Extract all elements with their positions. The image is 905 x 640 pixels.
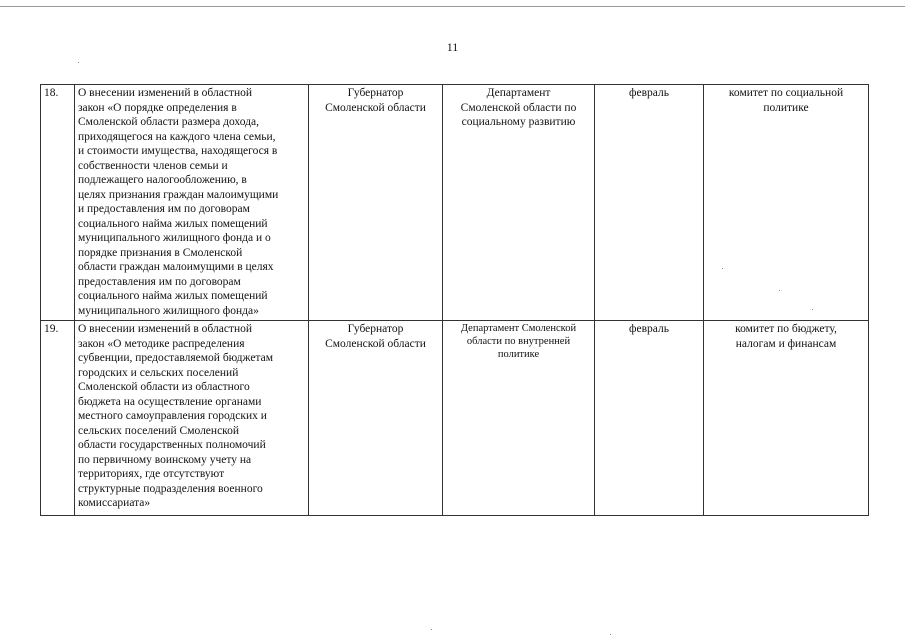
scan-speck xyxy=(610,634,611,635)
row-number: 19. xyxy=(41,321,75,516)
scan-speck xyxy=(78,62,79,63)
term-cell: февраль xyxy=(595,321,704,516)
table-row xyxy=(41,85,869,321)
row-number: 18. xyxy=(41,85,75,321)
bill-title: О внесении изменений в областной закон «О методике распределения субвенции, предоставляемой бюджетам городских и сельских поселений Смоленской области из областного бюджета на осуществление органами местного самоуправления городских и сельских поселений Смоленской области государственных полномочий по первичному воинскому учету на территориях, где отсутствуют структурные подразделения военного комиссариата» xyxy=(75,321,309,516)
table-row xyxy=(41,321,869,516)
scan-speck xyxy=(812,309,813,310)
committee-cell: комитет по социальной политике xyxy=(704,85,869,321)
scan-speck xyxy=(431,629,432,630)
initiator-cell: Губернатор Смоленской области xyxy=(309,85,443,321)
scan-top-rule xyxy=(0,6,905,7)
scan-speck xyxy=(779,290,780,291)
legislative-plan-table xyxy=(40,84,869,516)
committee-cell: комитет по бюджету, налогам и финансам xyxy=(704,321,869,516)
term-cell: февраль xyxy=(595,85,704,321)
developer-cell: Департамент Смоленской области по социальному развитию xyxy=(443,85,595,321)
developer-cell: Департамент Смоленской области по внутренней политике xyxy=(443,321,595,516)
scan-speck xyxy=(722,268,723,269)
page-number: 11 xyxy=(446,40,459,54)
bill-title: О внесении изменений в областной закон «О порядке определения в Смоленской области размера дохода, приходящегося на каждого члена семьи, и стоимости имущества, находящегося в собственности членов семьи и подлежащего налогообложению, в целях признания граждан малоимущими и предоставления им по договорам социального найма жилых помещений муниципального жилищного фонда и о порядке признания в Смоленской области граждан малоимущими в целях предоставления им по договорам социального найма жилых помещений муниципального жилищного фонда» xyxy=(75,85,309,321)
initiator-cell: Губернатор Смоленской области xyxy=(309,321,443,516)
